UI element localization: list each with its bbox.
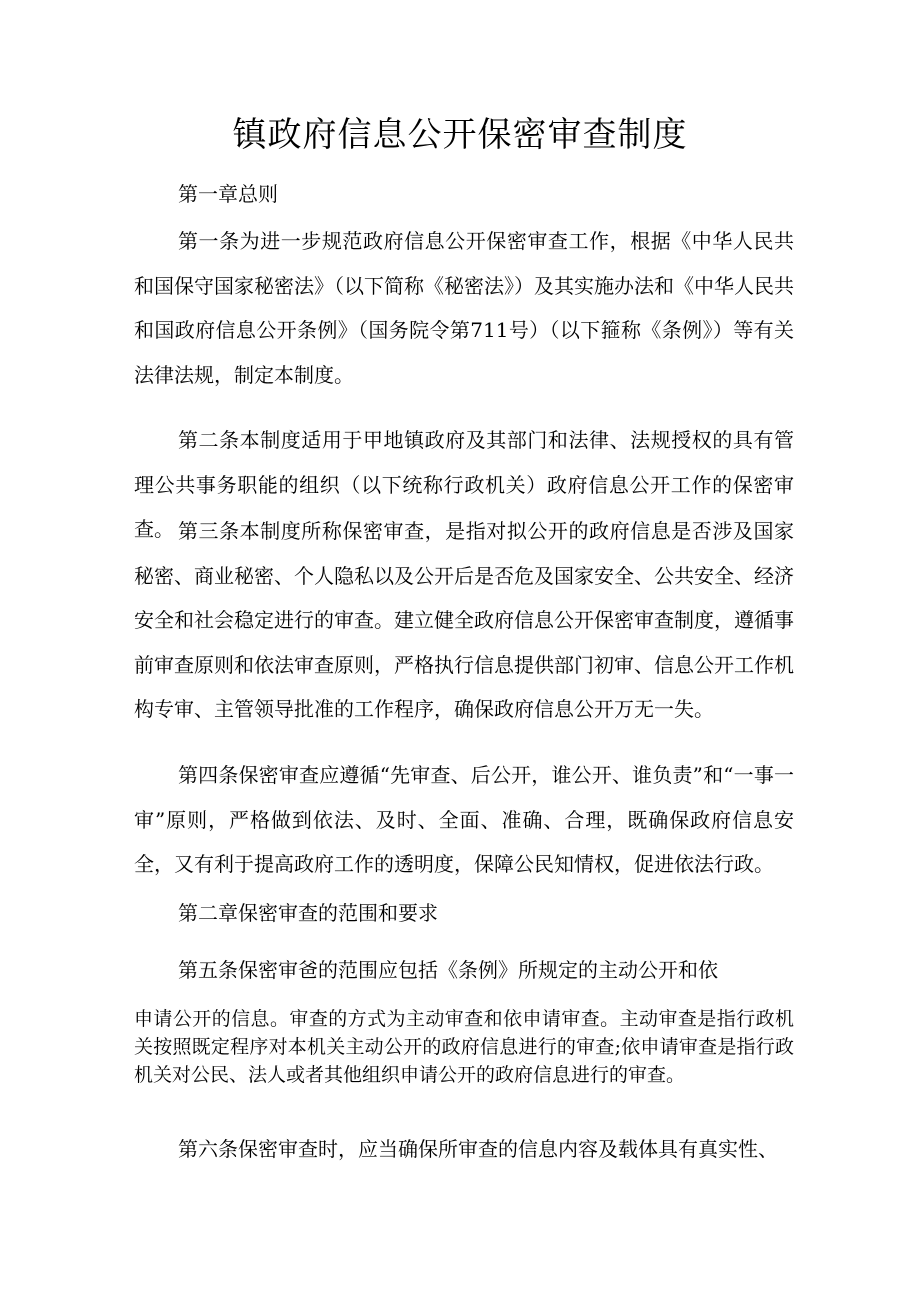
paragraph: 申请公开的信息。审查的方式为主动审查和依申请审查。主动审查是指行政机关按照既定程序对本机关主动公开的政府信息进行的审查;依申请审查是指行政机关对公民、法人或者其他组织申请公开的政府信息进行的审查。 bbox=[134, 1008, 794, 1086]
paragraph: 第三条本制度所称保密审查，是指对拟公开的政府信息是否涉及国家秘密、商业秘密、个人隐私以及公开后是否危及国家安全、公共安全、经济安全和社会稳定进行的审查。建立健全政府信息公开保密审查制度，遵循事前审查原则和依法审查原则，严格执行信息提供部门初审、信息公开工作机构专审、主管领导批准的工作程序，确保政府信息公开万无一失。 bbox=[134, 519, 794, 721]
paragraph: 第六条保密审查时，应当确保所审查的信息内容及载体具有真实性、 bbox=[178, 1137, 778, 1161]
paragraph: 第四条保密审查应遵循“先审查、后公开，谁公开、谁负责”和“一事一审”原则，严格做到依法、及时、全面、准确、合理，既确保政府信息安全，又有利于提高政府工作的透明度，保障公民知情权，促进依法行政。 bbox=[134, 763, 794, 876]
document-title: 镇政府信息公开保密审查制度 bbox=[232, 115, 688, 155]
paragraph: 第五条保密审爸的范围应包括《条例》所规定的主动公开和依 bbox=[178, 958, 718, 982]
chapter-heading: 第一章总则 bbox=[178, 182, 278, 206]
paragraph: 第二条本制度适用于甲地镇政府及其部门和法律、法规授权的具有管理公共事务职能的组织（以下统称行政机关）政府信息公开工作的保密审查。 bbox=[134, 428, 794, 541]
chapter-heading: 第二章保密审查的范围和要求 bbox=[178, 901, 438, 925]
paragraph: 第一条为进一步规范政府信息公开保密审查工作，根据《中华人民共和国保守国家秘密法》（以下简称《秘密法》）及其实施办法和《中华人民共和国政府信息公开条例》（国务院令第711号）（以下箍称《条例》）等有关法律法规，制定本制度。 bbox=[134, 229, 794, 387]
